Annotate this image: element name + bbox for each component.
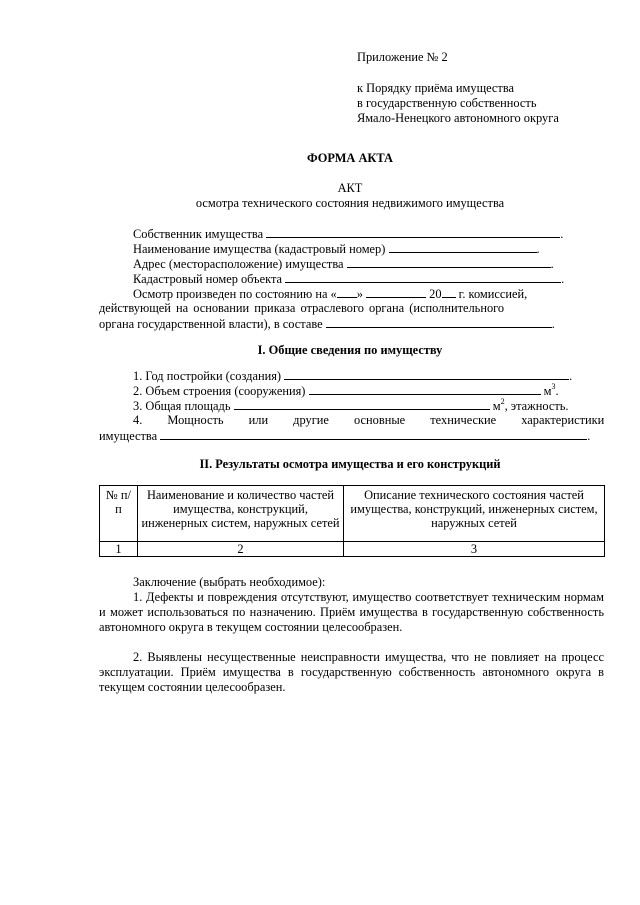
cadastral-field: Кадастровый номер объекта . — [133, 272, 565, 286]
inspection-line-1 — [133, 286, 527, 302]
section1-item4-line2: имущества . — [99, 429, 591, 443]
appendix-line-2: в государственную собственность — [357, 96, 537, 110]
inspection-line-3: органа государственной власти), в составе . — [99, 317, 555, 331]
inspection-text-2: » — [356, 287, 363, 301]
name-blank[interactable] — [389, 241, 537, 253]
cadastral-blank[interactable] — [285, 271, 561, 283]
column-number-1: 1 — [100, 542, 138, 557]
item3-tail: , этажность. — [504, 399, 569, 413]
address-blank[interactable] — [347, 256, 551, 268]
cadastral-label: Кадастровый номер объекта — [133, 272, 283, 286]
appendix-number: Приложение № 2 — [357, 50, 448, 64]
act-subtitle: осмотра технического состояния недвижимого имущества — [195, 196, 505, 210]
address-label: Адрес (месторасположение) имущества — [133, 257, 344, 271]
item2-blank[interactable] — [309, 383, 541, 395]
table-number-row — [100, 542, 605, 557]
conclusion-option-1: 1. Дефекты и повреждения отсутствуют, имущество соответствует техническим нормам и может использоваться по назначению. Приём имущества в государственную собственность автономного округа в текущем состоянии целесообразен. — [99, 590, 604, 634]
inspection-text-1: Осмотр произведен по состоянию на « — [133, 287, 337, 301]
item1-blank[interactable] — [284, 368, 569, 380]
address-field: Адрес (месторасположение) имущества . — [133, 257, 554, 271]
inspection-line-2: действующей на основании приказа отраслевого органа (исполнительного — [99, 301, 505, 315]
act-title: АКТ — [337, 181, 363, 195]
conclusion-title: Заключение (выбрать необходимое): — [133, 575, 326, 589]
item4-blank[interactable] — [160, 428, 587, 440]
form-title: ФОРМА АКТА — [306, 151, 394, 165]
inspection-year-blank[interactable] — [442, 286, 456, 298]
item2-label: 2. Объем строения (сооружения) — [133, 384, 306, 398]
inspection-line-3-label: органа государственной власти), в составе — [99, 317, 323, 331]
column-number-3: 3 — [344, 542, 605, 557]
item2-sup: 3 — [551, 381, 556, 391]
appendix-line-1: к Порядку приёма имущества — [357, 81, 515, 95]
item3-blank[interactable] — [234, 398, 490, 410]
commission-blank[interactable] — [326, 316, 552, 328]
header-parts: Наименование и количество частей имущества, конструкций, инженерных систем, наружных сетей — [138, 486, 344, 542]
name-field: Наименование имущества (кадастровый номер) . — [133, 242, 540, 256]
section1-item3 — [133, 398, 569, 414]
inspection-month-blank[interactable] — [366, 286, 426, 298]
table-header-row — [100, 486, 605, 542]
owner-label: Собственник имущества — [133, 227, 264, 241]
inspection-text-3: 20 — [429, 287, 442, 301]
section1-item4-line1: 4. Мощность или другие основные технические характеристики — [133, 413, 605, 427]
item3-sup: 2 — [500, 396, 505, 406]
appendix-line-3: Ямало-Ненецкого автономного округа — [357, 111, 559, 125]
item1-label: 1. Год постройки (создания) — [133, 369, 282, 383]
section2-title: II. Результаты осмотра имущества и его конструкций — [199, 457, 501, 471]
item4-label: имущества — [99, 429, 158, 443]
inspection-table — [99, 485, 605, 557]
conclusion-option-2: 2. Выявлены несущественные неисправности имущества, что не повлияет на процесс эксплуатации. Приём имущества в государственную собственность автономного округа в текущем состоянии целесообразен. — [99, 650, 604, 694]
name-label: Наименование имущества (кадастровый номер) — [133, 242, 386, 256]
inspection-day-blank[interactable] — [337, 286, 357, 298]
header-number: № п/п — [100, 486, 138, 542]
section1-title: I. Общие сведения по имуществу — [257, 343, 443, 357]
item2-unit: м — [543, 384, 552, 398]
owner-blank[interactable] — [266, 226, 560, 238]
header-description: Описание технического состояния частей имущества, конструкций, инженерных систем, наружных сетей — [344, 486, 605, 542]
item3-label: 3. Общая площадь — [133, 399, 231, 413]
section1-item2: 2. Объем строения (сооружения) $м^3$. — [133, 381, 559, 398]
column-number-2: 2 — [138, 542, 344, 557]
item3-unit: м — [492, 399, 501, 413]
inspection-text-4: г. комиссией, — [458, 287, 528, 301]
owner-field: Собственник имущества . — [133, 227, 564, 241]
section1-item1: 1. Год постройки (создания) . — [133, 369, 573, 383]
